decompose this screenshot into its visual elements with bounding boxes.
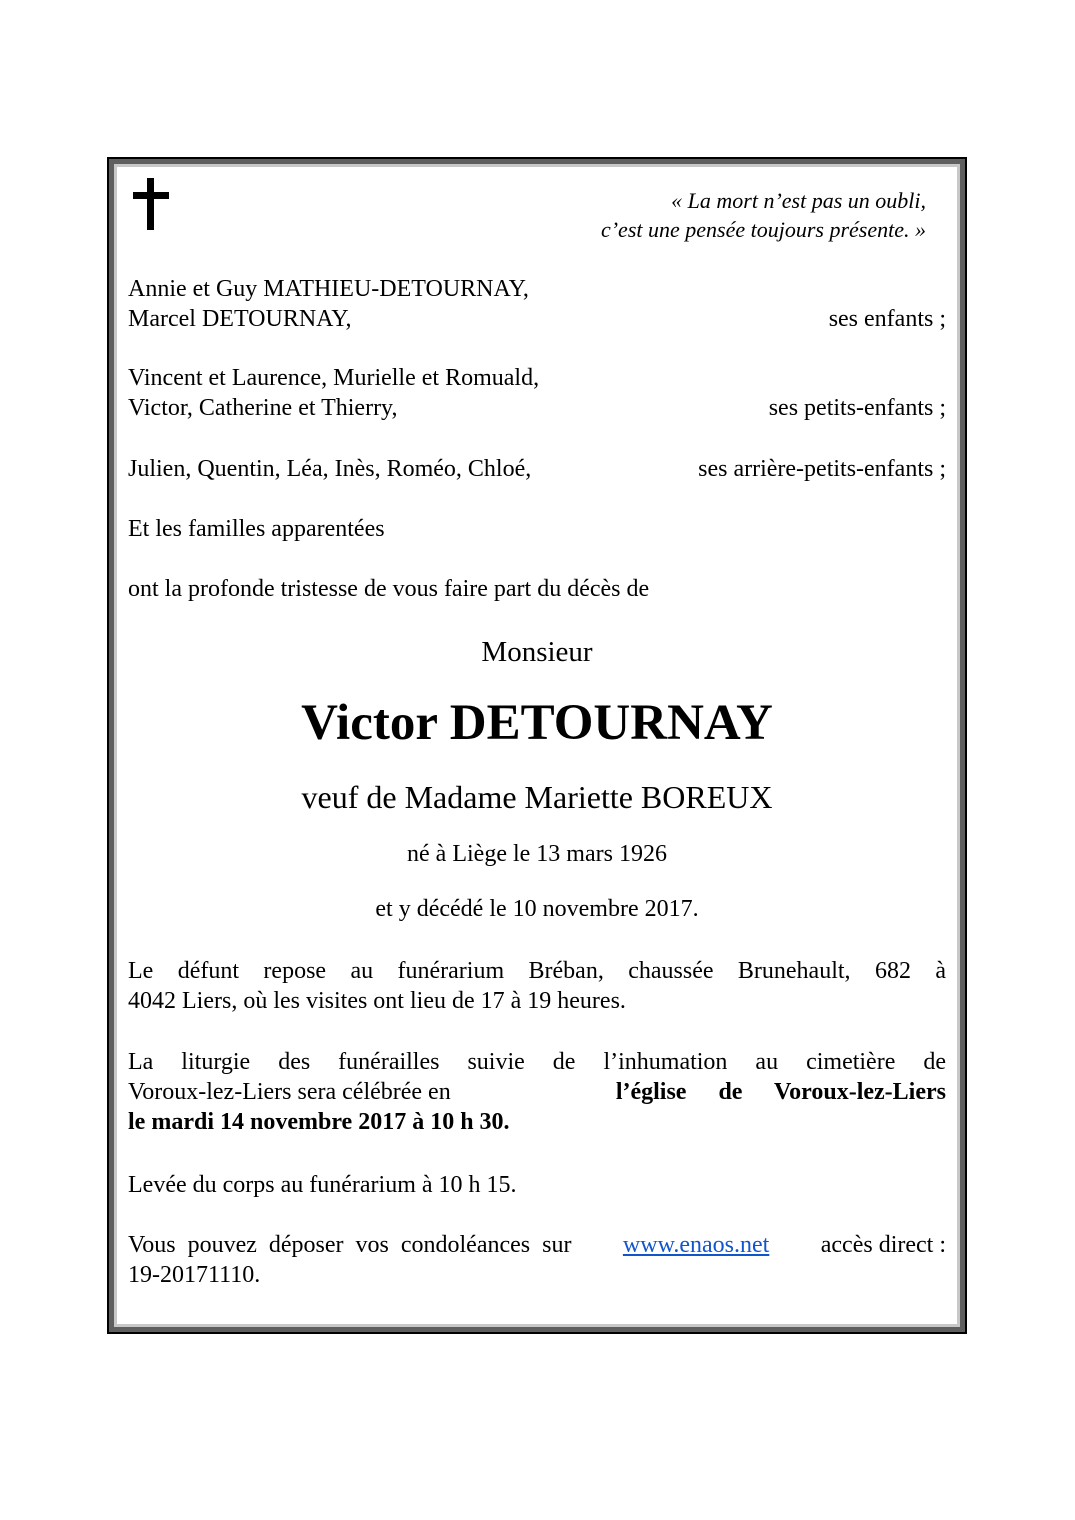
family-names: Annie et Guy MATHIEU-DETOURNAY, xyxy=(128,276,529,302)
quote-line: « La mort n’est pas un oubli, xyxy=(671,188,926,213)
family-names: Victor, Catherine et Thierry, xyxy=(128,395,398,421)
liturgy-text: Voroux-lez-Liers sera célébrée en xyxy=(128,1079,451,1105)
liturgy-line: La liturgie des funérailles suivie de l’inhumation au cimetière de xyxy=(128,1049,946,1075)
funeral-date: le mardi 14 novembre 2017 à 10 h 30. xyxy=(128,1109,510,1135)
liturgy-paragraph xyxy=(128,1047,946,1137)
condolences-code: 19-20171110. xyxy=(128,1262,261,1288)
family-names: Julien, Quentin, Léa, Inès, Roméo, Chloé, xyxy=(128,456,532,482)
repose-paragraph xyxy=(128,956,946,1016)
cross-icon xyxy=(133,178,169,230)
liturgy-line xyxy=(128,1077,946,1107)
birth-line: né à Liège le 13 mars 1926 xyxy=(407,841,667,867)
condolences-text: accès direct : xyxy=(820,1232,946,1258)
condolences-text: Vous pouvez déposer vos condoléances sur xyxy=(128,1232,572,1258)
family-relation: ses arrière-petits-enfants ; xyxy=(698,456,946,482)
quote-line: c’est une pensée toujours présente. » xyxy=(600,217,926,242)
family-names: Vincent et Laurence, Murielle et Romuald, xyxy=(128,365,540,391)
condolences-link[interactable]: www.enaos.net xyxy=(622,1232,770,1258)
repose-line: Le défunt repose au funérarium Bréban, chaussée Brunehault, 682 à xyxy=(128,958,946,984)
death-line: et y décédé le 10 novembre 2017. xyxy=(375,896,699,922)
family-group-grandchildren xyxy=(128,363,946,423)
repose-line: 4042 Liers, où les visites ont lieu de 17 à 19 heures. xyxy=(128,988,626,1014)
condolences-line xyxy=(128,1230,946,1260)
epitaph-quote xyxy=(601,186,926,244)
deceased-name: Victor DETOURNAY xyxy=(301,695,773,751)
family-group-children xyxy=(128,274,946,334)
relatives-line: Et les familles apparentées xyxy=(128,516,385,542)
levee-line: Levée du corps au funérarium à 10 h 15. xyxy=(128,1172,517,1198)
honorific: Monsieur xyxy=(481,636,593,668)
family-names: Marcel DETOURNAY, xyxy=(128,306,352,332)
spouse-line: veuf de Madame Mariette BOREUX xyxy=(301,779,773,815)
condolences-paragraph xyxy=(128,1230,946,1290)
family-relation: ses petits-enfants ; xyxy=(768,395,946,421)
church-name: l’église de Voroux-lez-Liers xyxy=(615,1079,946,1105)
family-group-great-grandchildren xyxy=(128,454,946,484)
family-relation: ses enfants ; xyxy=(828,306,946,332)
announcement-line: ont la profonde tristesse de vous faire part du décès de xyxy=(128,576,650,602)
